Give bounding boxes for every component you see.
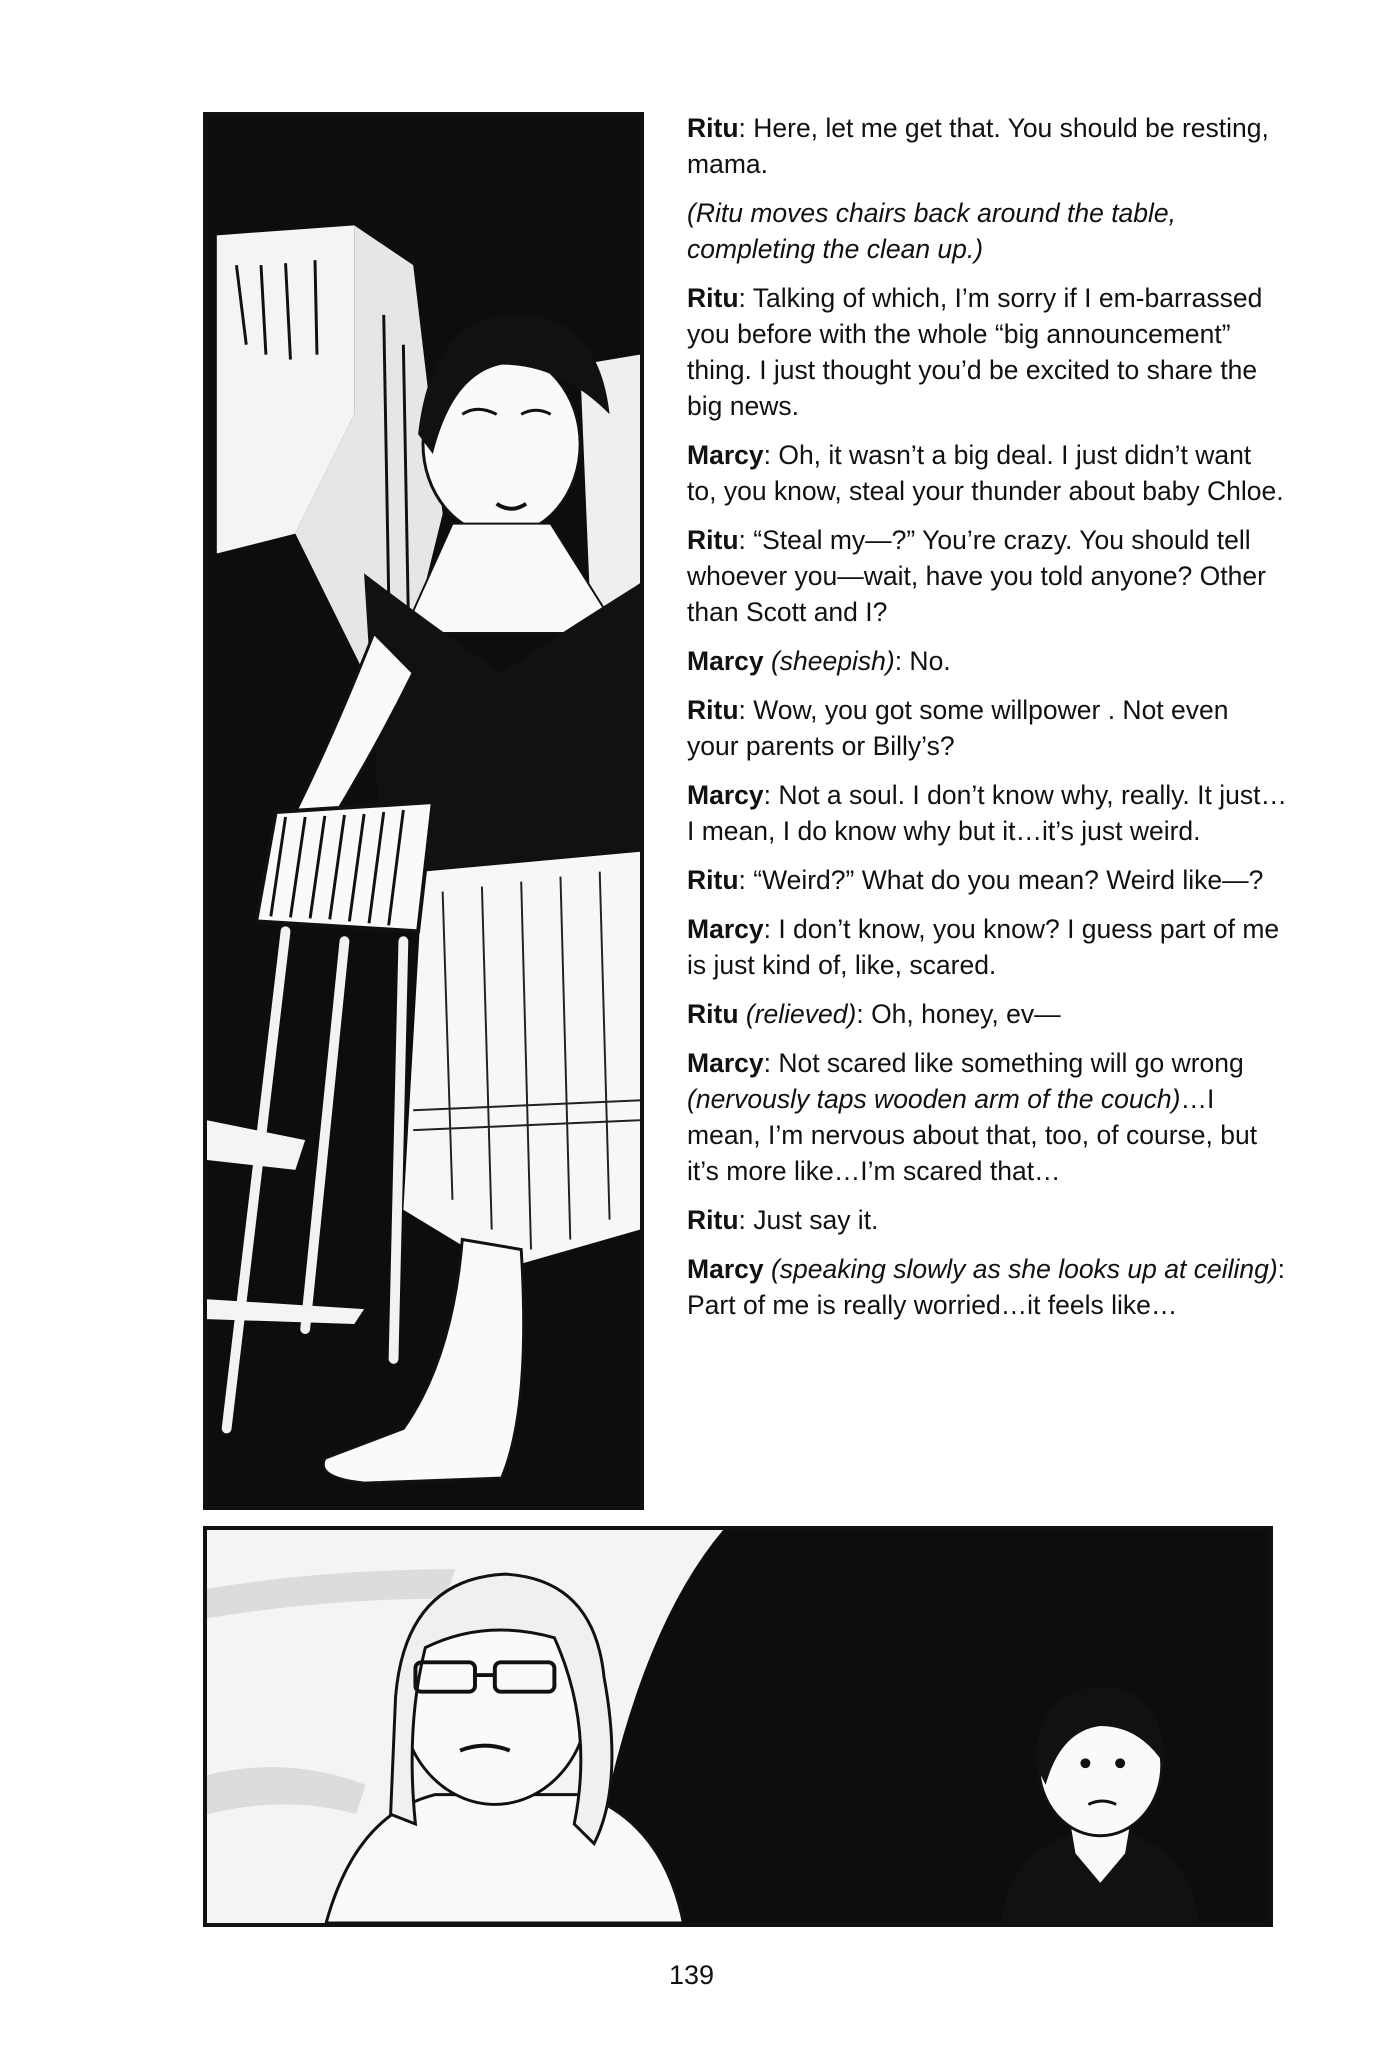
script-line [687,110,1287,182]
dialogue-text: : Part of me is really worried…it feels like… [687,1254,1286,1320]
speaker-name: Ritu [687,999,739,1029]
dialogue-text: : Here, let me get that. You should be resting, mama. [687,113,1269,179]
page-number: 139 [668,1960,715,1990]
dialogue-text: : Oh, it wasn’t a big deal. I just didn’t want to, you know, steal your thunder about baby Chloe. [687,440,1284,506]
dialogue-text: : Oh, honey, ev— [856,999,1061,1029]
speaker-name: Ritu [687,283,739,313]
script-text [687,110,1287,1336]
speaker-name: Ritu [687,865,739,895]
stage-direction: (nervously taps wooden arm of the couch) [687,1084,1181,1114]
speaker-name: Marcy [687,440,764,470]
stage-direction: (relieved) [738,999,857,1029]
script-line [687,437,1287,509]
speaker-name: Marcy [687,1048,764,1078]
script-line [687,862,1287,898]
speaker-name: Marcy [687,1254,764,1284]
script-line [687,996,1287,1032]
speaker-name: Marcy [687,646,764,676]
script-line [687,1045,1287,1189]
speaker-name: Ritu [687,525,739,555]
script-line [687,195,1287,267]
dialogue-text: : Just say it. [738,1205,879,1235]
script-line [687,692,1287,764]
dialogue-text: : Not a soul. I don’t know why, really. It just…I mean, I do know why but it…it’s just weird. [687,780,1287,846]
dialogue-text: : Talking of which, I’m sorry if I em-barrassed you before with the whole “big announcement” thing. I just thought you’d be excited to share the big news. [687,283,1263,421]
dialogue-text: : Not scared like something will go wrong [763,1048,1244,1078]
dialogue-text: : “Steal my—?” You’re crazy. You should tell whoever you—wait, have you told anyone? Other than Scott and I? [687,525,1266,627]
stage-direction: (sheepish) [763,646,895,676]
dialogue-text: : No. [894,646,951,676]
illustration-ritu-and-marcy [207,1530,1269,1923]
dialogue-text: : “Weird?” What do you mean? Weird like—? [738,865,1264,895]
script-line [687,280,1287,424]
stage-direction: (Ritu moves chairs back around the table, completing the clean up.) [687,198,1177,264]
script-line [687,522,1287,630]
speaker-name: Ritu [687,1205,739,1235]
script-line [687,777,1287,849]
speaker-name: Marcy [687,780,764,810]
stage-direction: (speaking slowly as she looks up at ceiling) [763,1254,1278,1284]
dialogue-text: : I don’t know, you know? I guess part of me is just kind of, like, scared. [687,914,1280,980]
script-line [687,911,1287,983]
illustration-marcy-with-chair [207,116,640,1506]
dialogue-text: …I mean, I’m nervous about that, too, of course, but it’s more like…I’m scared that… [687,1084,1258,1186]
speaker-name: Ritu [687,695,739,725]
speaker-name: Marcy [687,914,764,944]
comic-panel-ritu-and-marcy [203,1526,1273,1927]
speaker-name: Ritu [687,113,739,143]
comic-panel-marcy-standing [203,112,644,1510]
script-line [687,1251,1287,1323]
script-line [687,1202,1287,1238]
dialogue-text: : Wow, you got some willpower . Not even your parents or Billy’s? [687,695,1229,761]
script-line [687,643,1287,679]
